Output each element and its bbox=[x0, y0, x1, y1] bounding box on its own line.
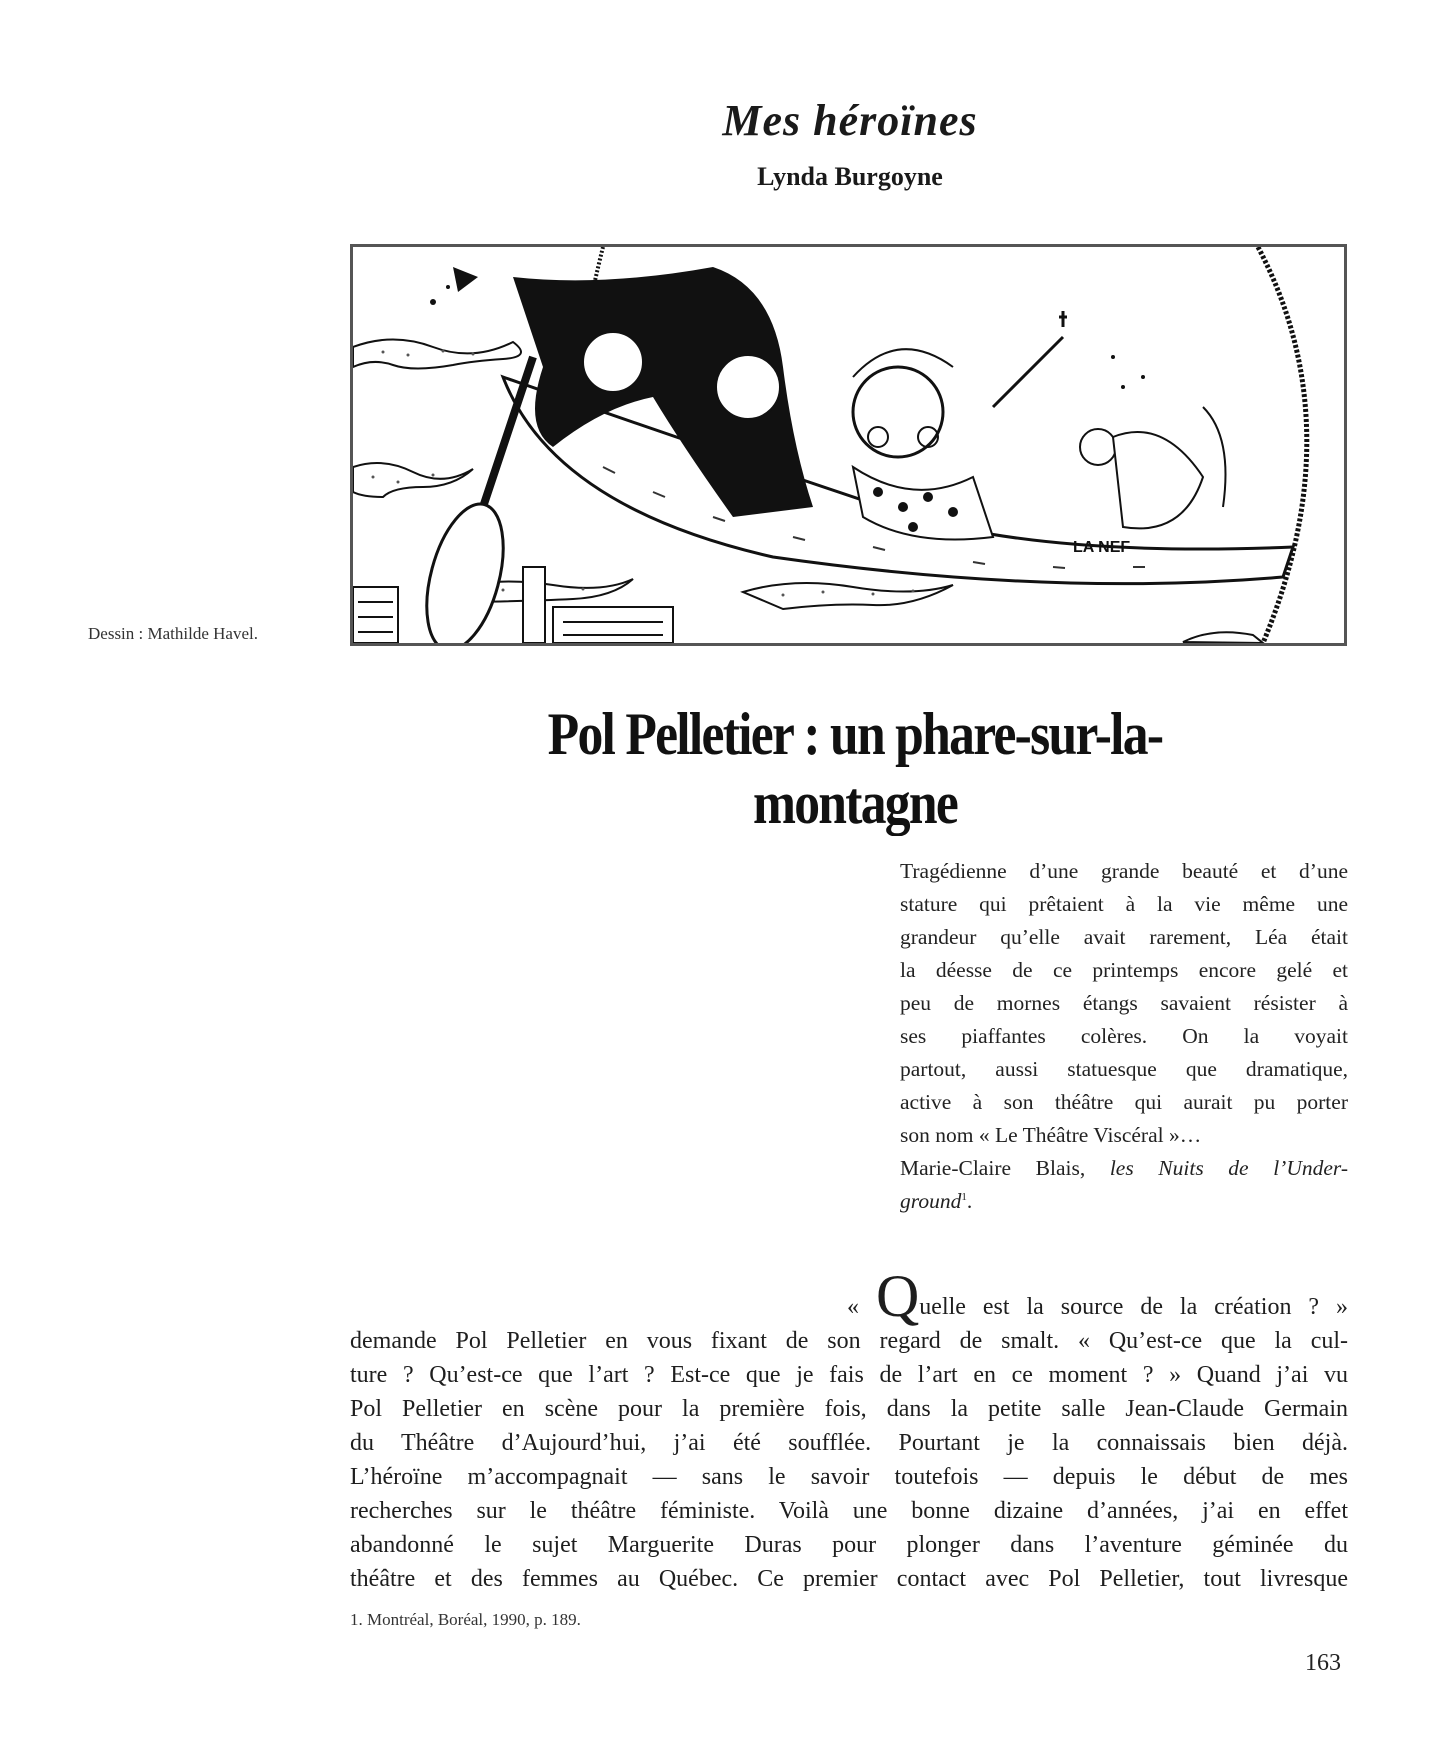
cross-icon bbox=[1059, 311, 1067, 327]
globe-arc-right bbox=[1258, 247, 1307, 643]
figure-face-3 bbox=[853, 367, 943, 457]
attribution-author: Marie-Claire Blais, bbox=[900, 1156, 1086, 1180]
epigraph-line: grandeur qu’elle avait rarement, Léa était bbox=[900, 925, 1348, 949]
epigraph-line: la déesse de ce printemps encore gelé et bbox=[900, 958, 1348, 982]
city-buildings bbox=[353, 567, 673, 643]
article-title: Pol Pelletier : un phare-sur-la-montagne bbox=[547, 701, 1163, 836]
attribution-period: . bbox=[966, 1189, 973, 1213]
body-line: abandonné le sujet Marguerite Duras pour plonger dans l’aventure géminée du bbox=[350, 1532, 1348, 1558]
epigraph bbox=[900, 855, 1348, 1218]
page-number: 163 bbox=[1305, 1650, 1341, 1676]
epigraph-line: stature qui prêtaient à la vie même une bbox=[900, 892, 1348, 916]
author-name: Lynda Burgoyne bbox=[757, 162, 943, 191]
footnote: 1. Montréal, Boréal, 1990, p. 189. bbox=[350, 1610, 581, 1629]
figure-face-4 bbox=[1080, 429, 1116, 465]
attribution-work-cont: ground bbox=[900, 1189, 962, 1213]
epigraph-line: partout, aussi statuesque que dramatique, bbox=[900, 1057, 1348, 1081]
epigraph-attribution bbox=[900, 1152, 1348, 1185]
figure-face-2 bbox=[716, 355, 780, 419]
body-line: recherches sur le théâtre féministe. Voilà une bonne dizaine d’années, j’ai en effet bbox=[350, 1498, 1348, 1524]
body-first-line bbox=[350, 1263, 1349, 1329]
cartoon-drawing bbox=[353, 247, 1344, 643]
first-line-text: uelle est la source de la création ? » bbox=[919, 1294, 1349, 1320]
flag bbox=[453, 267, 478, 292]
oar-blade bbox=[413, 496, 518, 643]
body-line: du Théâtre d’Aujourd’hui, j’ai été soufflée. Pourtant je la connaissais bien déjà. bbox=[350, 1430, 1348, 1456]
epigraph-line: son nom « Le Théâtre Viscéral »… bbox=[900, 1123, 1202, 1147]
body-line: demande Pol Pelletier en vous fixant de son regard de smalt. « Qu’est-ce que la cul- bbox=[350, 1328, 1348, 1354]
figure-body-4 bbox=[1113, 432, 1203, 528]
raised-arm bbox=[993, 337, 1063, 407]
footnote-ref[interactable]: 1 bbox=[961, 1191, 967, 1203]
boat-label: LA NEF bbox=[1073, 539, 1131, 556]
epigraph-line: peu de mornes étangs savaient résister à bbox=[900, 991, 1348, 1015]
body-line: théâtre et des femmes au Québec. Ce premier contact avec Pol Pelletier, tout livresque bbox=[350, 1566, 1348, 1592]
drop-cap: Q bbox=[875, 1263, 920, 1329]
figure-hair-4 bbox=[1203, 407, 1226, 507]
epigraph-line: Tragédienne d’une grande beauté et d’une bbox=[900, 859, 1348, 883]
body-text bbox=[350, 1263, 1349, 1596]
series-title: Mes héroïnes bbox=[722, 96, 978, 145]
epigraph-attribution-cont bbox=[900, 1185, 1348, 1218]
illustration bbox=[350, 244, 1347, 646]
body-line: ture ? Qu’est-ce que l’art ? Est-ce que je fais de l’art en ce moment ? » Quand j’ai vu bbox=[350, 1362, 1348, 1388]
body-line: Pol Pelletier en scène pour la première fois, dans la petite salle Jean-Claude Germain bbox=[350, 1396, 1348, 1422]
figure-face-1 bbox=[583, 332, 643, 392]
body-line: L’héroïne m’accompagnait — sans le savoir toutefois — depuis le début de mes bbox=[350, 1464, 1348, 1490]
open-quote: « bbox=[847, 1294, 859, 1320]
illustration-credit: Dessin : Mathilde Havel. bbox=[88, 624, 258, 643]
epigraph-line: ses piaffantes colères. On la voyait bbox=[900, 1024, 1348, 1048]
attribution-work: les Nuits de l’Under- bbox=[1109, 1156, 1348, 1180]
epigraph-line: active à son théâtre qui aurait pu porter bbox=[900, 1090, 1348, 1114]
